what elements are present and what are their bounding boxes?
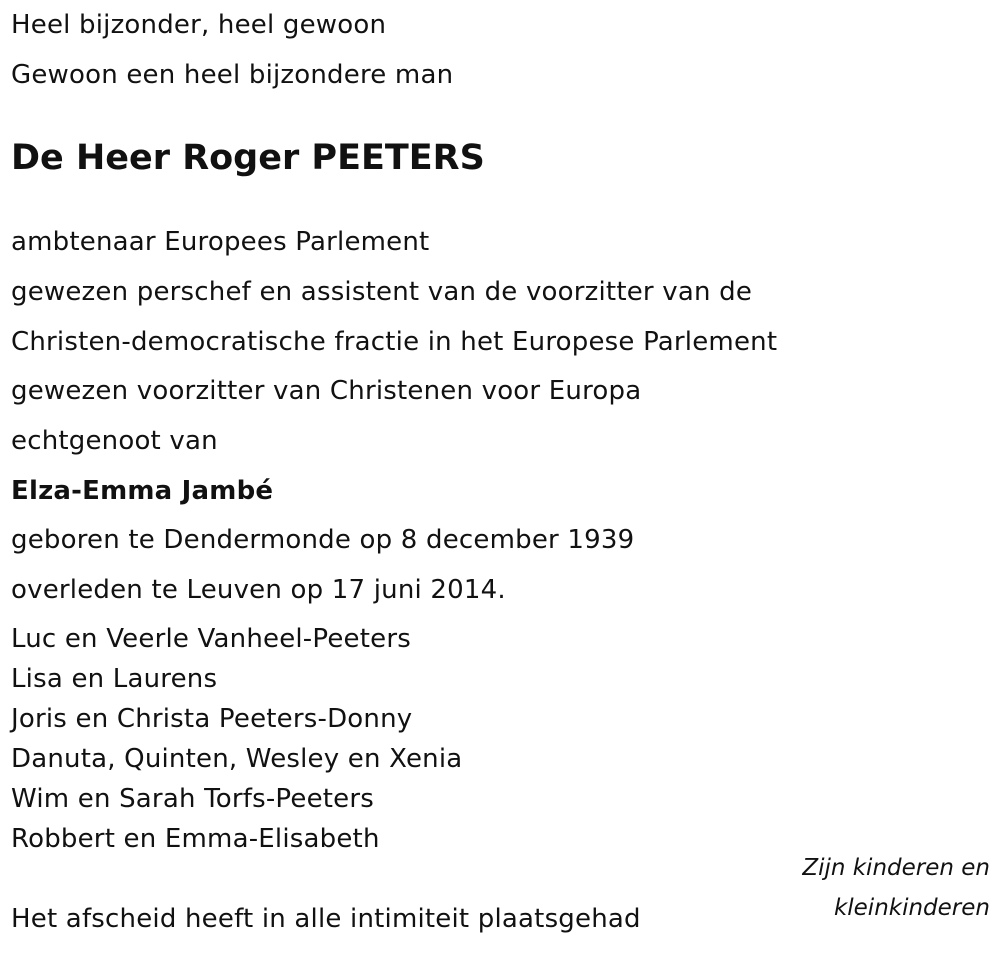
intro-line-2: Gewoon een heel bijzondere man	[11, 60, 454, 90]
family-line: Luc en Veerle Vanheel-Peeters	[11, 624, 411, 654]
closing-line: Het afscheid heeft in alle intimiteit plaatsgehad	[11, 904, 641, 934]
death-line: overleden te Leuven op 17 juni 2014.	[11, 575, 506, 605]
career-line: gewezen perschef en assistent van de voorzitter van de	[11, 277, 753, 307]
birth-line: geboren te Dendermonde op 8 december 1939	[11, 525, 635, 555]
spouse-label: echtgenoot van	[11, 426, 218, 456]
deceased-name: De Heer Roger PEETERS	[11, 138, 485, 178]
career-line: Christen-democratische fractie in het Europese Parlement	[11, 327, 778, 357]
signature-line-2: kleinkinderen	[833, 895, 990, 921]
signature	[802, 848, 990, 928]
family-line: Wim en Sarah Torfs-Peeters	[11, 784, 375, 814]
family-line: Robbert en Emma-Elisabeth	[11, 824, 380, 854]
spouse-name: Elza-Emma Jambé	[11, 476, 274, 506]
family-line: Joris en Christa Peeters-Donny	[11, 704, 413, 734]
career-line: ambtenaar Europees Parlement	[11, 227, 430, 257]
family-line: Danuta, Quinten, Wesley en Xenia	[11, 744, 463, 774]
career-line: gewezen voorzitter van Christenen voor Europa	[11, 376, 642, 406]
signature-line-1: Zijn kinderen en	[802, 855, 990, 881]
intro-line-1: Heel bijzonder, heel gewoon	[11, 10, 387, 40]
family-line: Lisa en Laurens	[11, 664, 218, 694]
